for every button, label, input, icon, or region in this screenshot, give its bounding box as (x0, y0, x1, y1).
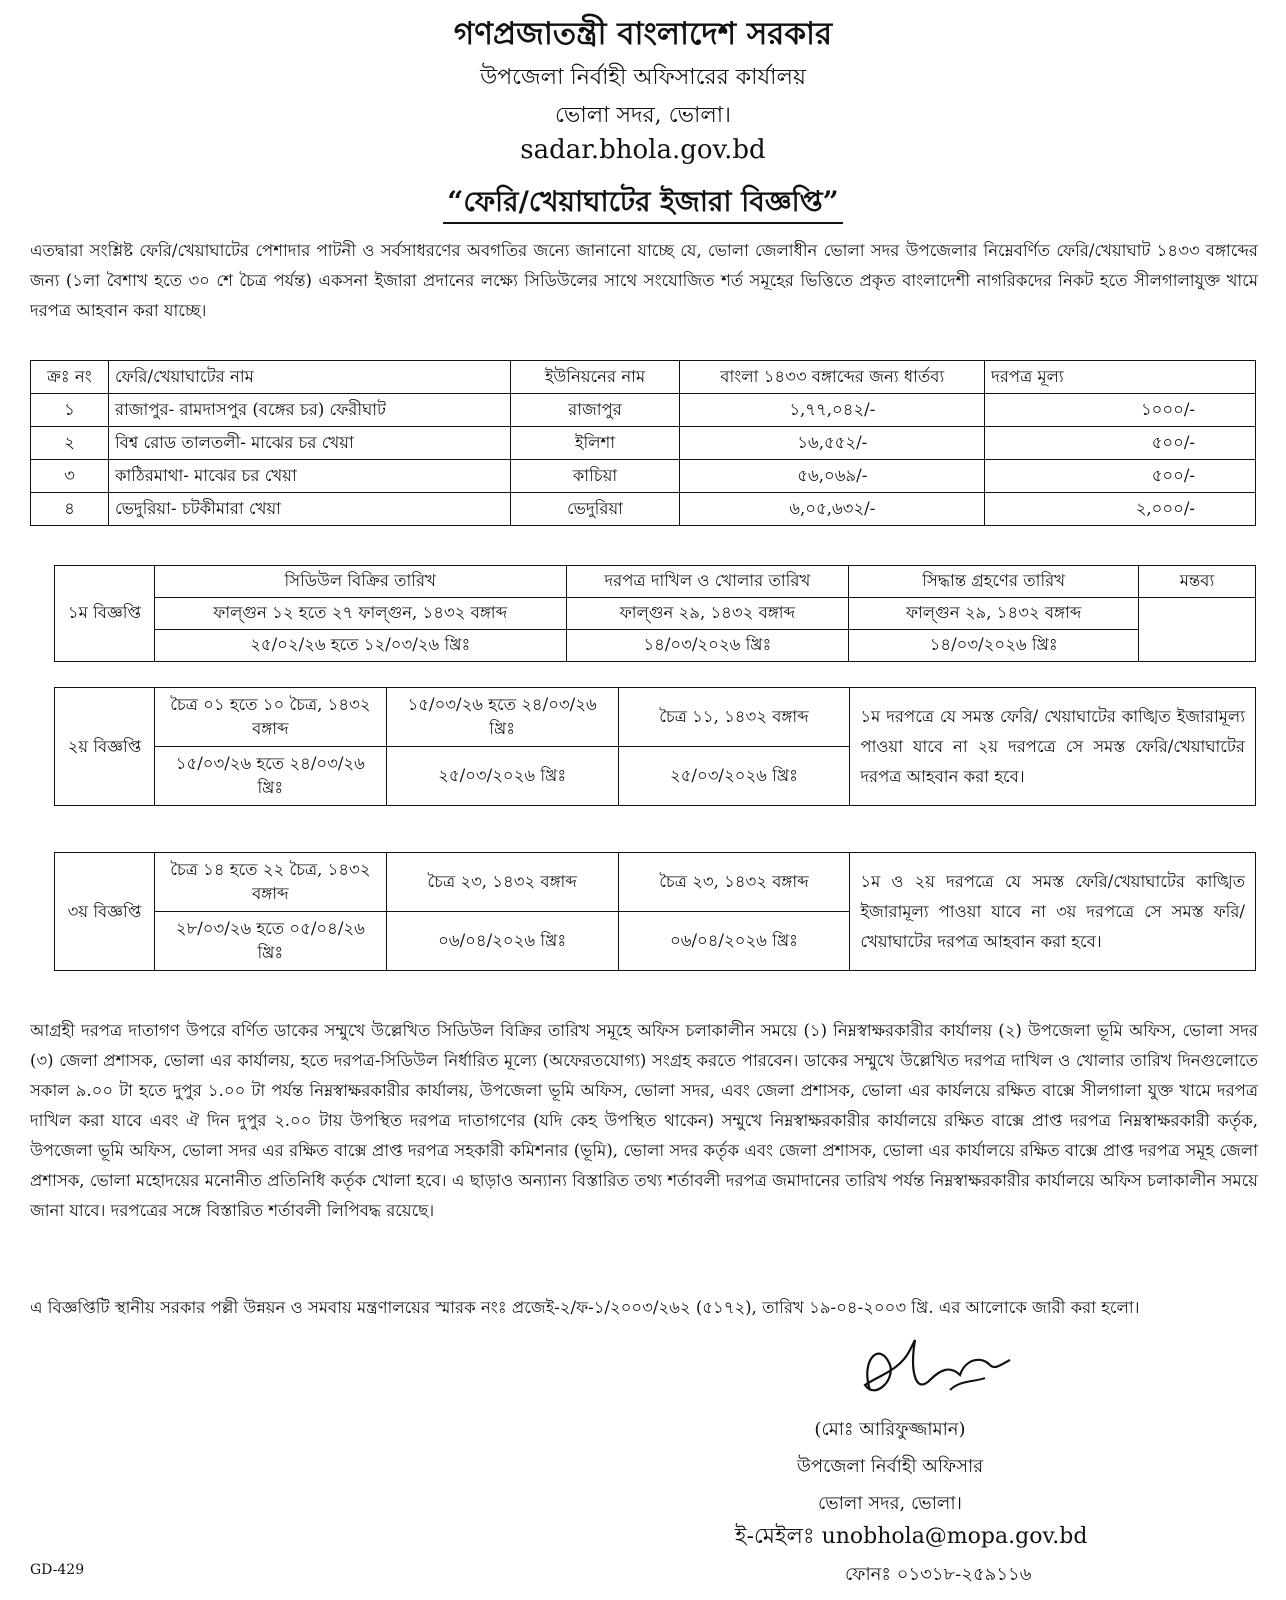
signatory-phone: ফোনঃ ০১৩১৮-২৫৯১১৬ (845, 1564, 1032, 1585)
table-row (31, 394, 1256, 427)
header-tender-price: দরপত্র মূল্য (985, 361, 1256, 394)
cell-submission: ১৫/০৩/২৬ হতে ২৪/০৩/২৬ খ্রিঃ (386, 688, 618, 747)
cell-decision: ০৬/০৪/২০২৬ খ্রিঃ (618, 912, 850, 971)
cell-decision: ১৪/০৩/২০২৬ খ্রিঃ (849, 630, 1139, 662)
header-submission: দরপত্র দাখিল ও খোলার তারিখ (566, 566, 849, 598)
cell-schedule-sale: ২৮/০৩/২৬ হতে ০৫/০৪/২৬ খ্রিঃ (154, 912, 386, 971)
table-row (31, 460, 1256, 493)
header-schedule-sale: সিডিউল বিক্রির তারিখ (154, 566, 566, 598)
header-remarks: মন্তব্য (1139, 566, 1256, 598)
ferry-table (30, 360, 1256, 526)
cell-union: কাচিয়া (510, 460, 680, 493)
notice-2-table (54, 687, 1256, 806)
cell-ferry-name: বিশ্ব রোড তালতলী- মাঝের চর খেয়া (108, 427, 510, 460)
cell-tender-price: ২,০০০/- (985, 493, 1256, 526)
notice-1-header (55, 566, 1256, 598)
intro-paragraph: এতদ্বারা সংশ্লিষ্ট ফেরি/খেয়াঘাটের পেশাদার পাটনী ও সর্বসাধরণের অবগতির জন্যে জানানো যাচ্ছে যে, ভোলা জেলাধীন ভোলা সদর উপজেলার নিম্নেবর্ণিত ফেরি/খেয়াঘাট ১৪৩৩ বঙ্গাব্দের জন্য (১লা বৈশাখ হতে ৩০ শে চৈত্র পর্যন্ত) একসনা ইজারা প্রদানের লক্ষ্যে সিডিউলের সাথে সংযোজিত শর্ত সমূহের ভিত্তিতে প্রকৃত বাংলাদেশী নাগরিকদের নিকট হতে সীলগালাযুক্ত খামে দরপত্র আহবান করা যাচ্ছে। (30, 241, 1258, 320)
cell-submission: চৈত্র ২৩, ১৪৩২ বঙ্গাব্দ (386, 853, 618, 912)
procedure-paragraph: আগ্রহী দরপত্র দাতাগণ উপরে বর্ণিত ডাকের সম্মুখে উল্লেখিত সিডিউল বিক্রির তারিখ সমূহে অফিস চলাকালীন সময়ে (১) নিম্নস্বাক্ষরকারীর কার্যালয় (২) উপজেলা ভূমি অফিস, ভোলা সদর (৩) জেলা প্রশাসক, ভোলা এর কার্যালয়, হতে দরপত্র-সিডিউল নির্ধারিত মূল্যে (অফেরতযোগ্য) সংগ্রহ করতে পারবেন। ডাকের সম্মুখে উল্লেখিত দরপত্র দাখিল ও খোলার তারিখ দিনগুলোতে সকাল ৯.০০ টা হতে দুপুর ১.০০ টা পর্যন্ত নিম্নস্বাক্ষরকারীর কার্যালয়, উপজেলা ভূমি অফিস, ভোলা সদর, এবং জেলা প্রশাসক, ভোলা এর কার্যলয়ে রক্ষিত বাক্সে সীলগালা যুক্ত খামে দরপত্র দাখিল করা যাবে এবং ঐ দিন দুপুর ২.০০ টায় উপস্থিত দরপত্র দাতাগণের (যদি কেহ উপস্থিত থাকেন) সম্মুখে নিম্নস্বাক্ষরকারীর কার্যালয়ে রক্ষিত বাক্সে প্রাপ্ত দরপত্র নিম্নস্বাক্ষরকারী কর্তৃক, উপজেলা ভূমি অফিস, ভোলা সদর এর রক্ষিত বাক্সে প্রাপ্ত দরপত্র সহকারী কমিশনার (ভূমি), ভোলা সদর কর্তৃক এবং জেলা প্রশাসক, ভোলা এর কার্যালয়ে রক্ষিত বাক্সে প্রাপ্ত দরপত্র সমূহ জেলা প্রশাসক, ভোলা মহোদয়ের মনোনীত প্রতিনিধি কর্তৃক খোলা হবে। এ ছাড়াও অন্যান্য বিস্তারিত তথ্য শর্তাবলী দরপত্র জমাদানের তারিখ পর্যন্ত নিম্নস্বাক্ষরকারীর কার্যালয়ে অফিস চলাকালীন সময়ে জানা যাবে। দরপত্রের সঙ্গে বিস্তারিত শর্তাবলী লিপিবদ্ধ রয়েছে। (30, 1021, 1258, 1220)
header-decision: সিদ্ধান্ত গ্রহণের তারিখ (849, 566, 1139, 598)
cell-schedule-sale: ২৫/০২/২৬ হতে ১২/০৩/২৬ খ্রিঃ (154, 630, 566, 662)
cell-decision: চৈত্র ২৩, ১৪৩২ বঙ্গাব্দ (618, 853, 850, 912)
cell-decision: ২৫/০৩/২০২৬ খ্রিঃ (618, 747, 850, 806)
cell-schedule-sale: ফাল্গুন ১২ হতে ২৭ ফাল্গুন, ১৪৩২ বঙ্গাব্দ (154, 598, 566, 630)
notice-3-label: ৩য় বিজ্ঞপ্তি (55, 853, 155, 971)
cell-schedule-sale: ১৫/০৩/২৬ হতে ২৪/০৩/২৬ খ্রিঃ (154, 747, 386, 806)
cell-ferry-name: ভেদুরিয়া- চটকীমারা খেয়া (108, 493, 510, 526)
header-union: ইউনিয়নের নাম (510, 361, 680, 394)
cell-value: ১,৭৭,০৪২/- (680, 394, 985, 427)
signatory-designation: উপজেলা নির্বাহী অফিসার (796, 1456, 984, 1477)
cell-serial: ১ (31, 394, 109, 427)
cell-tender-price: ৫০০/- (985, 427, 1256, 460)
cell-union: ইলিশা (510, 427, 680, 460)
reference-paragraph: এ বিজ্ঞপ্তিটি স্থানীয় সরকার পল্লী উন্নয়ন ও সমবায় মন্ত্রণালয়ের স্মারক নংঃ প্রজেই-২/ফ-১/২০০৩/২৬২ (৫১৭২), তারিখ ১৯-০৪-২০০৩ খ্রি. এর আলোকে জারী করা হলো। (30, 1298, 1140, 1317)
cell-submission: ২৫/০৩/২০২৬ খ্রিঃ (386, 747, 618, 806)
signatory-place: ভোলা সদর, ভোলা। (818, 1493, 962, 1514)
cell-value: ৬,০৫,৬৩২/- (680, 493, 985, 526)
website-link[interactable]: sadar.bhola.gov.bd (520, 135, 766, 165)
table-row (55, 598, 1256, 630)
header-value: বাংলা ১৪৩৩ বঙ্গাব্দের জন্য ধার্তব্য (680, 361, 985, 394)
footer-code: GD-429 (30, 1562, 85, 1578)
cell-value: ৫৬,০৬৯/- (680, 460, 985, 493)
notice-title (0, 180, 1286, 227)
signature-mark (840, 1320, 1020, 1420)
cell-ferry-name: রাজাপুর- রামদাসপুর (বঙ্গের চর) ফেরীঘাট (108, 394, 510, 427)
cell-schedule-sale: চৈত্র ০১ হতে ১০ চৈত্র, ১৪৩২ বঙ্গাব্দ (154, 688, 386, 747)
cell-serial: ৩ (31, 460, 109, 493)
table-row (55, 688, 1256, 747)
notice-3-table (54, 852, 1256, 971)
cell-serial: ৪ (31, 493, 109, 526)
table-row (31, 493, 1256, 526)
cell-decision: চৈত্র ১১, ১৪৩২ বঙ্গাব্দ (618, 688, 850, 747)
header-serial: ক্রঃ নং (31, 361, 109, 394)
notice-2-remark: ১ম দরপত্রে যে সমস্ত ফেরি/ খেয়াঘাটের কাঙ্খিত ইজারামূল্য পাওয়া যাবে না ২য় দরপত্রে সে সমস্ত ফেরি/খেয়াঘাটের দরপত্র আহবান করা হবে। (850, 688, 1256, 806)
government-heading: গণপ্রজাতন্ত্রী বাংলাদেশ সরকার (453, 16, 833, 52)
signatory-name: (মোঃ আরিফুজ্জামান) (814, 1419, 966, 1440)
cell-tender-price: ৫০০/- (985, 460, 1256, 493)
notice-3-remark: ১ম ও ২য় দরপত্রে যে সমস্ত ফেরি/খেয়াঘাটের কাঙ্খিত ইজারামূল্য পাওয়া যাবে না ৩য় দরপত্রে সে সমস্ত ফরি/খেয়াঘাটের দরপত্র আহবান করা হবে। (850, 853, 1256, 971)
table-row (55, 630, 1256, 662)
cell-submission: ফাল্গুন ২৯, ১৪৩২ বঙ্গাব্দ (566, 598, 849, 630)
notice-2-label: ২য় বিজ্ঞপ্তি (55, 688, 155, 806)
notice-title-text: “ফেরি/খেয়াঘাটের ইজারা বিজ্ঞপ্তি” (443, 185, 843, 224)
office-place: ভোলা সদর, ভোলা। (555, 103, 731, 128)
notice-1-label: ১ম বিজ্ঞপ্তি (55, 566, 155, 662)
cell-remarks (1139, 598, 1256, 662)
ferry-table-header (31, 361, 1256, 394)
signatory-email[interactable]: ই-মেইলঃ unobhola@mopa.gov.bd (735, 1524, 1088, 1549)
cell-union: রাজাপুর (510, 394, 680, 427)
cell-tender-price: ১০০০/- (985, 394, 1256, 427)
cell-decision: ফাল্গুন ২৯, ১৪৩২ বঙ্গাব্দ (849, 598, 1139, 630)
cell-submission: ০৬/০৪/২০২৬ খ্রিঃ (386, 912, 618, 971)
table-row (55, 853, 1256, 912)
office-name: উপজেলা নির্বাহী অফিসারের কার্যালয় (480, 65, 806, 90)
cell-schedule-sale: চৈত্র ১৪ হতে ২২ চৈত্র, ১৪৩২ বঙ্গাব্দ (154, 853, 386, 912)
cell-ferry-name: কাঠিরমাথা- মাঝের চর খেয়া (108, 460, 510, 493)
cell-value: ১৬,৫৫২/- (680, 427, 985, 460)
cell-union: ভেদুরিয়া (510, 493, 680, 526)
notice-1-table (54, 565, 1256, 662)
header-ferry-name: ফেরি/খেয়াঘাটের নাম (108, 361, 510, 394)
table-row (31, 427, 1256, 460)
cell-serial: ২ (31, 427, 109, 460)
cell-submission: ১৪/০৩/২০২৬ খ্রিঃ (566, 630, 849, 662)
